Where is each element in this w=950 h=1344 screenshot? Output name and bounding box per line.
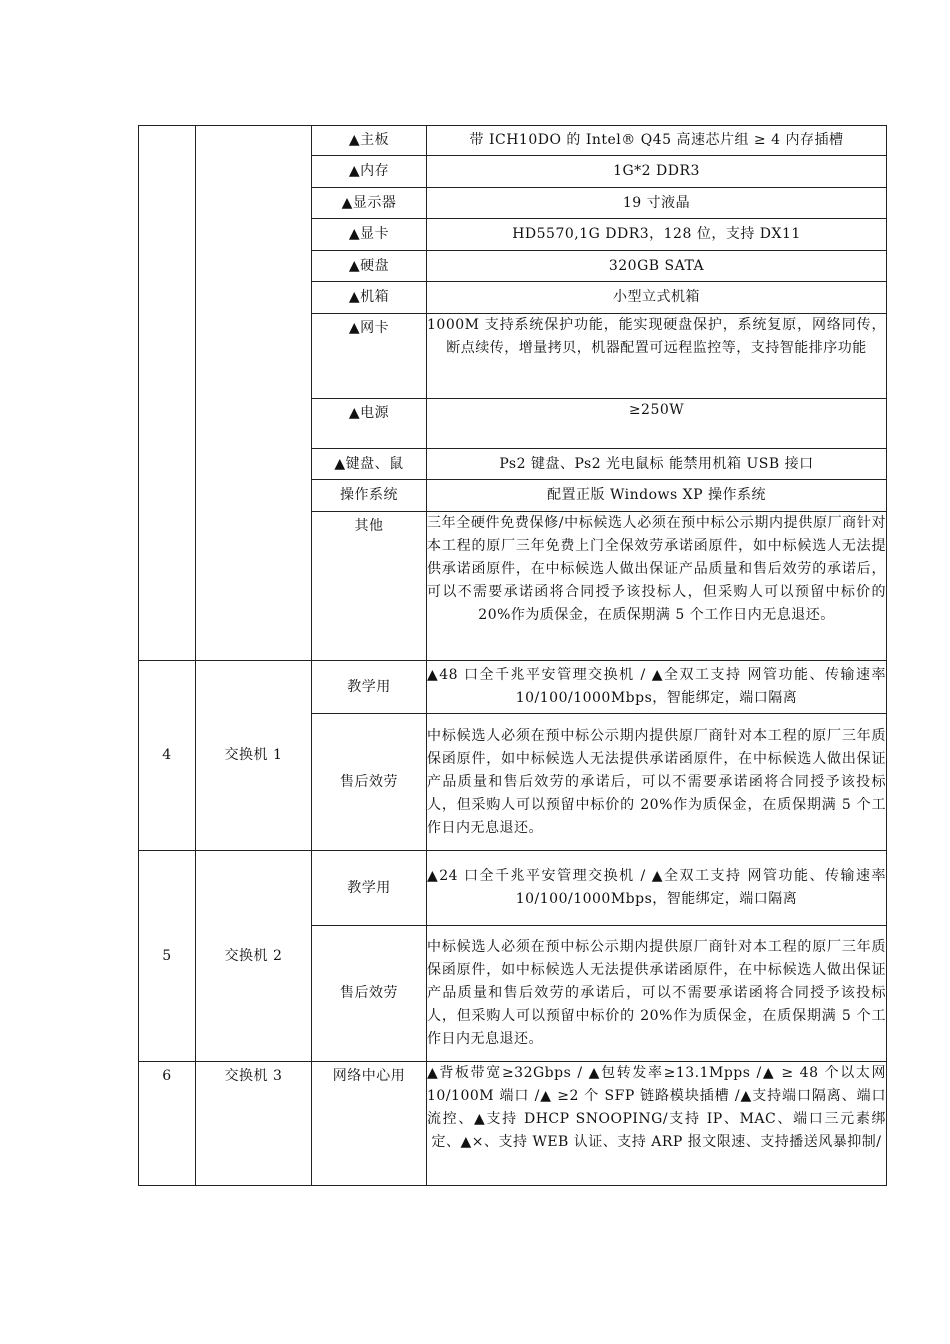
table-row (139, 661, 887, 714)
param-value: 三年全硬件免费保修/中标候选人必须在预中标公示期内提供原厂商针对本工程的原厂三年免费上门全保效劳承诺函原件，如中标候选人无法提供承诺函原件，在中标候选人做出保证产品质量和售后效劳的承诺后，可以不需要承诺函将合同授予该投标人，但采购人可以预留中标价的 20%作为质保金，在质保期满 5 个工作日内无息退还。 (427, 512, 887, 661)
param-label: ▲主板 (312, 126, 427, 156)
param-label: ▲硬盘 (312, 251, 427, 282)
param-label: 其他 (312, 512, 427, 661)
table-row (139, 1062, 887, 1186)
param-label: ▲显卡 (312, 219, 427, 251)
param-value: 带 ICH10DO 的 Intel® Q45 高速芯片组 ≥ 4 内存插槽 (427, 126, 887, 156)
param-value: 小型立式机箱 (427, 282, 887, 314)
param-value: ▲48 口全千兆平安管理交换机 / ▲全双工支持 网管功能、传输速率 10/100/1000Mbps，智能绑定，端口隔离 (427, 661, 887, 714)
param-label: 教学用 (312, 661, 427, 714)
param-value: 19 寸液晶 (427, 188, 887, 219)
param-value: 中标候选人必须在预中标公示期内提供原厂商针对本工程的原厂三年质保函原件，如中标候选人无法提供承诺函原件，在中标候选人做出保证产品质量和售后效劳的承诺后，可以不需要承诺函将合同授予该投标人，但采购人可以预留中标价的 20%作为质保金，在质保期满 5 个工作日内无息退还。 (427, 926, 887, 1062)
param-label: ▲网卡 (312, 314, 427, 399)
item-name: 交换机 3 (196, 1062, 312, 1186)
param-label: 操作系统 (312, 480, 427, 512)
param-label: 售后效劳 (312, 926, 427, 1062)
item-number: 4 (139, 661, 196, 851)
item-name: 交换机 1 (196, 661, 312, 851)
table-row (139, 126, 887, 156)
item-number: 6 (139, 1062, 196, 1186)
param-label: 教学用 (312, 851, 427, 926)
param-label: ▲机箱 (312, 282, 427, 314)
table-row (139, 851, 887, 926)
item-name: 交换机 2 (196, 851, 312, 1062)
item-number: 5 (139, 851, 196, 1062)
param-label: ▲内存 (312, 156, 427, 188)
param-value: ▲背板带宽≥32Gbps / ▲包转发率≥13.1Mpps /▲ ≥ 48 个以太网 10/100M 端口 /▲ ≥2 个 SFP 链路模块插槽 /▲支持端口隔离、端口流控、▲支持 DHCP SNOOPING/支持 IP、MAC、端口三元素绑定、▲×、支持 WEB 认证、支持 ARP 报文限速、支持播送风暴抑制/ (427, 1062, 887, 1186)
spec-table (138, 125, 887, 1186)
param-label: ▲显示器 (312, 188, 427, 219)
param-value: HD5570,1G DDR3，128 位，支持 DX11 (427, 219, 887, 251)
param-value: ≥250W (427, 399, 887, 449)
param-value: 配置正版 Windows XP 操作系统 (427, 480, 887, 512)
param-value: 320GB SATA (427, 251, 887, 282)
param-value: Ps2 键盘、Ps2 光电鼠标 能禁用机箱 USB 接口 (427, 449, 887, 480)
param-label: 网络中心用 (312, 1062, 427, 1186)
item-name-cell (196, 126, 312, 661)
param-value: ▲24 口全千兆平安管理交换机 / ▲全双工支持 网管功能、传输速率 10/100/1000Mbps，智能绑定，端口隔离 (427, 851, 887, 926)
param-label: 售后效劳 (312, 714, 427, 851)
param-label: ▲电源 (312, 399, 427, 449)
param-value: 1G*2 DDR3 (427, 156, 887, 188)
param-value: 1000M 支持系统保护功能，能实现硬盘保护，系统复原，网络同传，断点续传，增量拷贝，机器配置可远程监控等，支持智能排序功能 (427, 314, 887, 399)
item-no-cell (139, 126, 196, 661)
param-value: 中标候选人必须在预中标公示期内提供原厂商针对本工程的原厂三年质保函原件，如中标候选人无法提供承诺函原件，在中标候选人做出保证产品质量和售后效劳的承诺后，可以不需要承诺函将合同授予该投标人，但采购人可以预留中标价的 20%作为质保金，在质保期满 5 个工作日内无息退还。 (427, 714, 887, 851)
param-label: ▲键盘、鼠 (312, 449, 427, 480)
